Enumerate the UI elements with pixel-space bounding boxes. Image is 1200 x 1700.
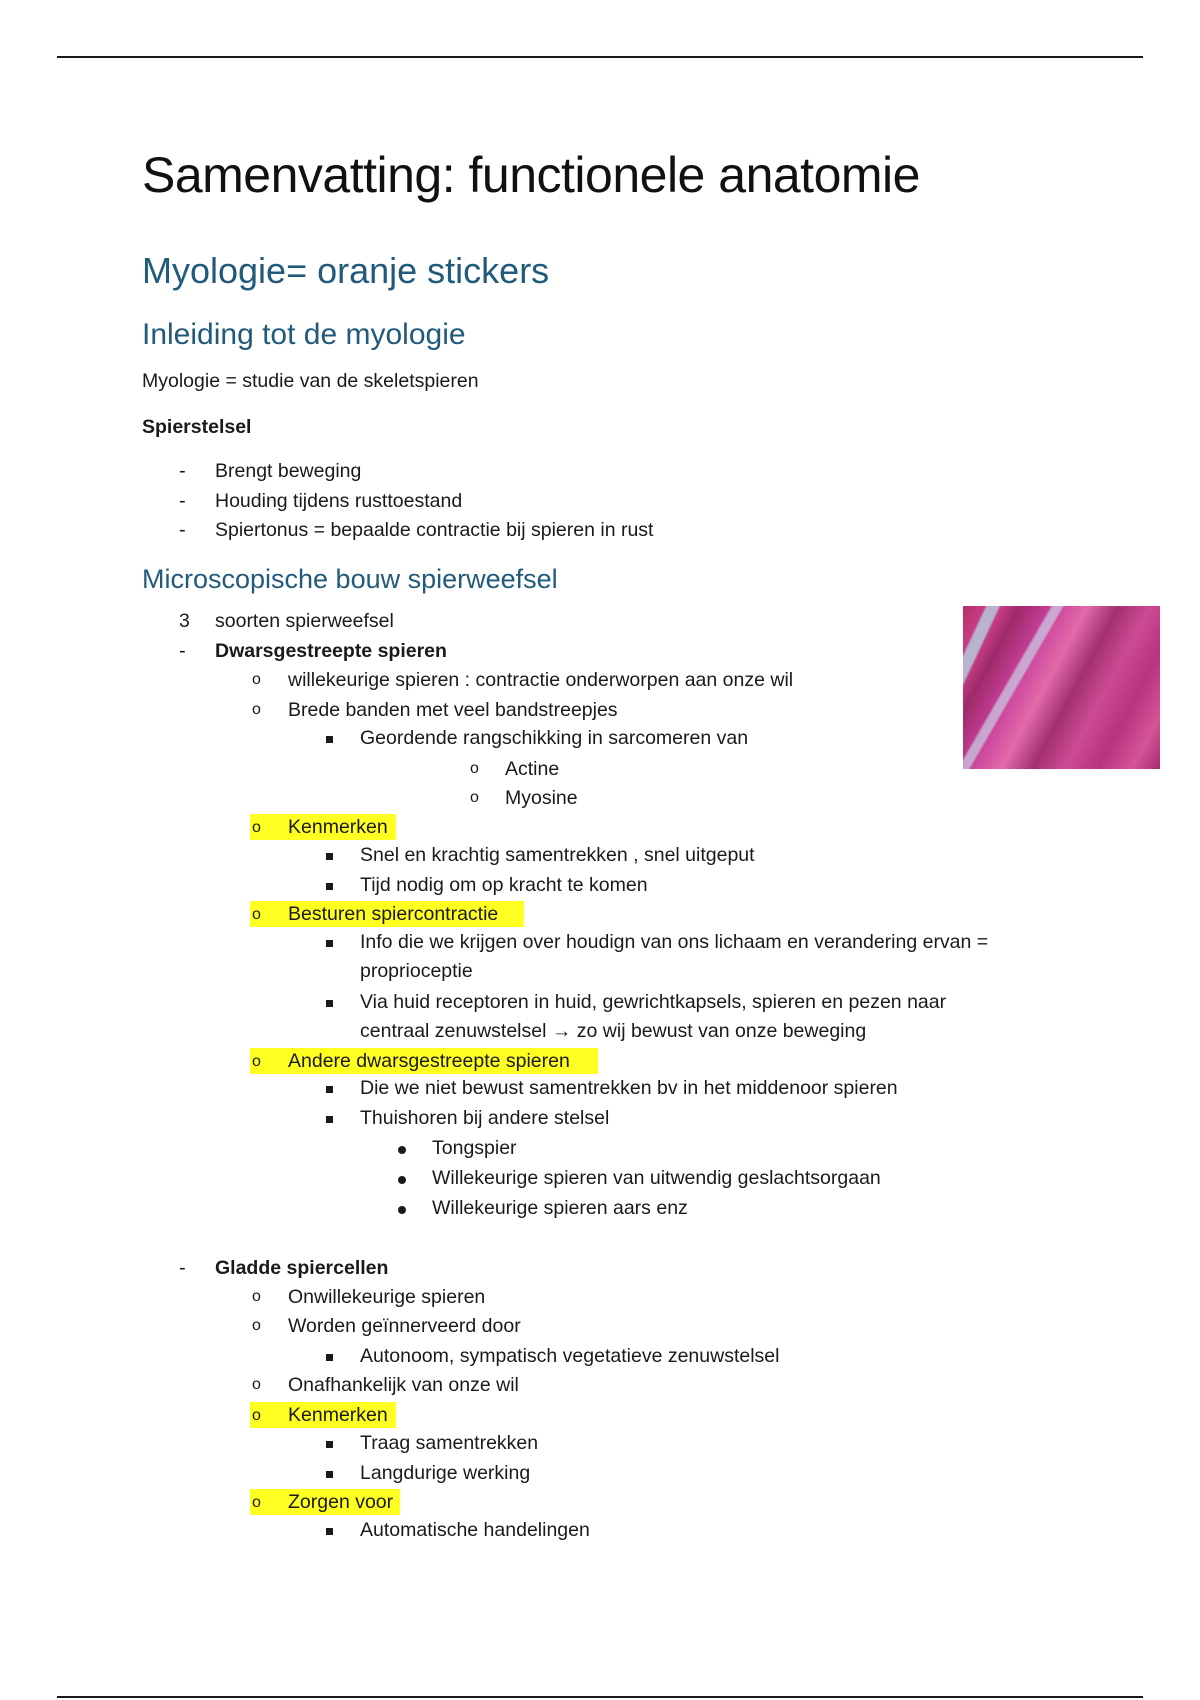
square-bullet: [326, 1441, 333, 1448]
page-title: Samenvatting: functionele anatomie: [142, 147, 920, 203]
circle-bullet: o: [252, 1288, 261, 1305]
zorgen-label: Zorgen voor: [288, 1491, 394, 1513]
footer-rule: [57, 1696, 1143, 1698]
list-item: Brengt beweging: [215, 460, 362, 482]
list-item-continuation: centraal zenuwstelsel → zo wij bewust van onze beweging: [360, 1020, 867, 1042]
spierstelsel-heading: Spierstelsel: [142, 416, 252, 438]
list-item-continuation: proprioceptie: [360, 960, 473, 982]
count-number: 3: [179, 610, 190, 632]
list-item: Snel en krachtig samentrekken , snel uitgeput: [360, 844, 755, 866]
circle-bullet: o: [252, 1376, 261, 1393]
circle-bullet: o: [252, 1407, 261, 1424]
header-rule: [57, 56, 1143, 58]
list-item: Spiertonus = bepaalde contractie bij spieren in rust: [215, 519, 654, 541]
muscle-tissue-image: [963, 606, 1160, 769]
glad-heading: Gladde spiercellen: [215, 1257, 389, 1279]
list-item: Houding tijdens rusttoestand: [215, 490, 463, 512]
list-item: willekeurige spieren : contractie onderworpen aan onze wil: [288, 669, 794, 691]
square-bullet: [326, 883, 333, 890]
circle-bullet: o: [252, 906, 261, 923]
list-item: Willekeurige spieren van uitwendig geslachtsorgaan: [432, 1167, 881, 1189]
list-item: Autonoom, sympatisch vegetatieve zenuwstelsel: [360, 1345, 780, 1367]
kenmerken-label: Kenmerken: [288, 816, 388, 838]
dwars-heading: Dwarsgestreepte spieren: [215, 640, 447, 662]
dash-bullet: -: [179, 1257, 186, 1279]
round-bullet: [398, 1206, 406, 1214]
square-bullet: [326, 736, 333, 743]
list-item: Onafhankelijk van onze wil: [288, 1374, 519, 1396]
circle-bullet: o: [252, 1317, 261, 1334]
circle-bullet: o: [252, 701, 261, 718]
besturen-label: Besturen spiercontractie: [288, 903, 499, 925]
list-item: Info die we krijgen over houdign van ons lichaam en verandering ervan =: [360, 931, 989, 953]
list-item: Automatische handelingen: [360, 1519, 590, 1541]
dash-bullet: -: [179, 519, 186, 541]
circle-bullet: o: [252, 1053, 261, 1070]
list-item: Geordende rangschikking in sarcomeren van: [360, 727, 749, 749]
square-bullet: [326, 853, 333, 860]
dash-bullet: -: [179, 490, 186, 512]
intro-line: Myologie = studie van de skeletspieren: [142, 370, 479, 392]
square-bullet: [326, 1354, 333, 1361]
list-item: Die we niet bewust samentrekken bv in het middenoor spieren: [360, 1077, 898, 1099]
dash-bullet: -: [179, 640, 186, 662]
round-bullet: [398, 1176, 406, 1184]
circle-bullet: o: [252, 1494, 261, 1511]
heading-microscopische-bouw: Microscopische bouw spierweefsel: [142, 564, 558, 594]
square-bullet: [326, 1116, 333, 1123]
list-item: Langdurige werking: [360, 1462, 531, 1484]
list-item: Tongspier: [432, 1137, 517, 1159]
list-item: Willekeurige spieren aars enz: [432, 1197, 688, 1219]
square-bullet: [326, 940, 333, 947]
count-text: soorten spierweefsel: [215, 610, 394, 632]
round-bullet: [398, 1146, 406, 1154]
square-bullet: [326, 1528, 333, 1535]
circle-bullet: o: [252, 671, 261, 688]
list-item: Worden geïnnerveerd door: [288, 1315, 521, 1337]
list-item: Traag samentrekken: [360, 1432, 539, 1454]
square-bullet: [326, 1086, 333, 1093]
andere-label: Andere dwarsgestreepte spieren: [288, 1050, 570, 1072]
list-item: Myosine: [505, 787, 578, 809]
heading-inleiding: Inleiding tot de myologie: [142, 318, 466, 351]
list-item: Onwillekeurige spieren: [288, 1286, 486, 1308]
circle-bullet: o: [470, 789, 479, 806]
list-item: Via huid receptoren in huid, gewrichtkapsels, spieren en pezen naar: [360, 991, 947, 1013]
square-bullet: [326, 1000, 333, 1007]
list-item: Actine: [505, 758, 560, 780]
circle-bullet: o: [252, 819, 261, 836]
list-item: Thuishoren bij andere stelsel: [360, 1107, 610, 1129]
heading-myologie: Myologie= oranje stickers: [142, 250, 550, 291]
square-bullet: [326, 1471, 333, 1478]
kenmerken-label: Kenmerken: [288, 1404, 388, 1426]
list-item: Brede banden met veel bandstreepjes: [288, 699, 618, 721]
dash-bullet: -: [179, 460, 186, 482]
circle-bullet: o: [470, 760, 479, 777]
list-item: Tijd nodig om op kracht te komen: [360, 874, 648, 896]
